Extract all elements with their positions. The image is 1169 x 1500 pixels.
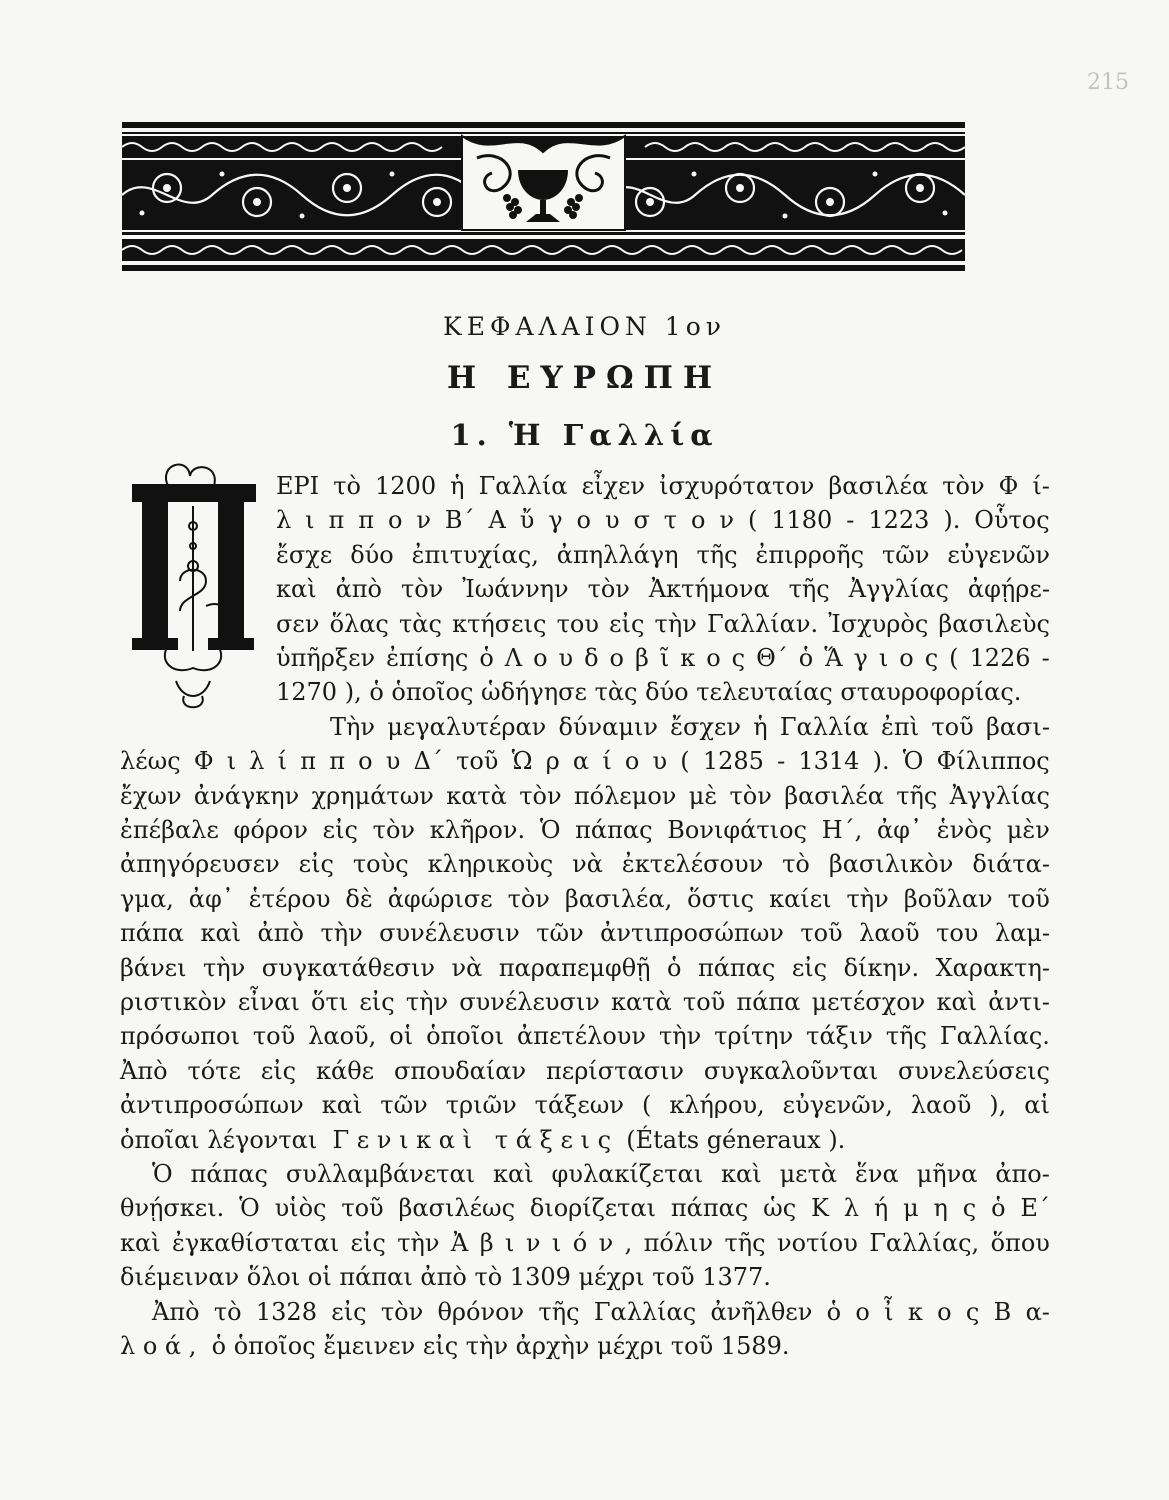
section-title: 1. Ἡ Γαλλία (450, 418, 719, 452)
body-line: πάπα καὶ ἀπὸ τὴν συνέλευσιν τῶν ἀντιπροσώπων τοῦ λαοῦ του λαμ- (120, 919, 1050, 947)
drop-cap-pi (128, 456, 258, 716)
body-line: ἐπέβαλε φόρον εἰς τὸν κλῆρον. Ὁ πάπας Βονιφάτιος Η΄, ἀφ᾽ ἑνὸς μὲν (120, 816, 1050, 844)
body-line: Ἀπὸ τὸ 1328 εἰς τὸν θρόνον τῆς Γαλλίας ἀνῆλθεν ὁ ο ἶ κ ο ς Β α- (152, 1298, 1050, 1326)
body-line: 1270 ), ὁ ὁποῖος ὡδήγησε τὰς δύο τελευταίας σταυροφορίας. (276, 678, 1022, 706)
body-line: ἔσχε δύο ἐπιτυχίας, ἀπηλλάγη τῆς ἐπιρροῆς τῶν εὐγενῶν (276, 541, 1050, 569)
body-line: λ ι π π ο ν Β΄ Α ὔ γ ο υ σ τ ο ν ( 1180 - 1223 ). Οὗτος (276, 506, 1050, 534)
part-title: Η ΕΥΡΩΠΗ (446, 360, 723, 396)
body-line: λέως Φ ι λ ί π π ο υ Δ΄ τοῦ Ὡ ρ α ί ο υ ( 1285 - 1314 ). Ὁ Φίλιππος (120, 747, 1050, 775)
body-line: ἀντιπροσώπων καὶ τῶν τριῶν τάξεων ( κλήρου, εὐγενῶν, λαοῦ ), αἱ (120, 1091, 1050, 1119)
body-line: ὑπῆρξεν ἐπίσης ὁ Λ ο υ δ ο β ῖ κ ο ς Θ΄ ὁ Ἅ γ ι ο ς ( 1226 - (276, 644, 1050, 672)
body-line: ὁποῖαι λέγονται Γ ε ν ι κ α ὶ τ ά ξ ε ι ς (États géneraux ). (120, 1126, 846, 1154)
ornamental-header-band (122, 118, 965, 276)
body-line: ΕΡΙ τὸ 1200 ἡ Γαλλία εἶχεν ἰσχυρότατον βασιλέα τὸν Φ ί- (276, 472, 1050, 500)
body-line: ριστικὸν εἶναι ὅτι εἰς τὴν συνέλευσιν κατὰ τοῦ πάπα μετέσχον καὶ ἀντι- (120, 988, 1050, 1016)
body-line: καὶ ἐγκαθίσταται εἰς τὴν Ἀ β ι ν ι ό ν , πόλιν τῆς νοτίου Γαλλίας, ὅπου (120, 1229, 1050, 1257)
body-line: λ ο ά , ὁ ὁποῖος ἔμεινεν εἰς τὴν ἀρχὴν μέχρι τοῦ 1589. (120, 1332, 790, 1360)
body-line: διέμειναν ὅλοι οἱ πάπαι ἀπὸ τὸ 1309 μέχρι τοῦ 1377. (120, 1263, 771, 1291)
body-line: Τὴν μεγαλυτέραν δύναμιν ἔσχεν ἡ Γαλλία ἐπὶ τοῦ βασι- (330, 713, 1050, 741)
chapter-label: ΚΕΦΑΛΑΙΟΝ 1ον (443, 312, 726, 341)
body-line: Ἀπὸ τότε εἰς κάθε σπουδαίαν περίστασιν συγκαλοῦνται συνελεύσεις (120, 1057, 1050, 1085)
body-line: βάνει τὴν συγκατάθεσιν νὰ παραπεμφθῇ ὁ πάπας εἰς δίκην. Χαρακτη- (120, 954, 1050, 982)
body-line: πρόσωποι τοῦ λαοῦ, οἱ ὁποῖοι ἀπετέλουν τὴν τρίτην τάξιν τῆς Γαλλίας. (120, 1022, 1050, 1050)
body-line: καὶ ἀπὸ τὸν Ἰωάννην τὸν Ἀκτήμονα τῆς Ἀγγλίας ἀφῄρε- (276, 575, 1050, 603)
body-line: γμα, ἀφ᾽ ἑτέρου δὲ ἀφώρισε τὸν βασιλέα, ὅστις καίει τὴν βοῦλαν τοῦ (120, 885, 1050, 913)
page-number: 215 (1087, 70, 1129, 95)
body-line: Ὁ πάπας συλλαμβάνεται καὶ φυλακίζεται καὶ μετὰ ἕνα μῆνα ἀπο- (152, 1160, 1050, 1188)
body-line: θνῄσκει. Ὁ υἱὸς τοῦ βασιλέως διορίζεται πάπας ὡς Κ λ ή μ η ς ὁ Ε΄ (120, 1194, 1050, 1222)
body-line: ἀπηγόρευσεν εἰς τοὺς κληρικοὺς νὰ ἐκτελέσουν τὸ βασιλικὸν διάτα- (120, 850, 1050, 878)
body-line: σεν ὅλας τὰς κτήσεις του εἰς τὴν Γαλλίαν. Ἰσχυρὸς βασιλεὺς (276, 610, 1050, 638)
body-line: ἔχων ἀνάγκην χρημάτων κατὰ τὸν πόλεμον μὲ τὸν βασιλέα τῆς Ἀγγλίας (120, 782, 1050, 810)
